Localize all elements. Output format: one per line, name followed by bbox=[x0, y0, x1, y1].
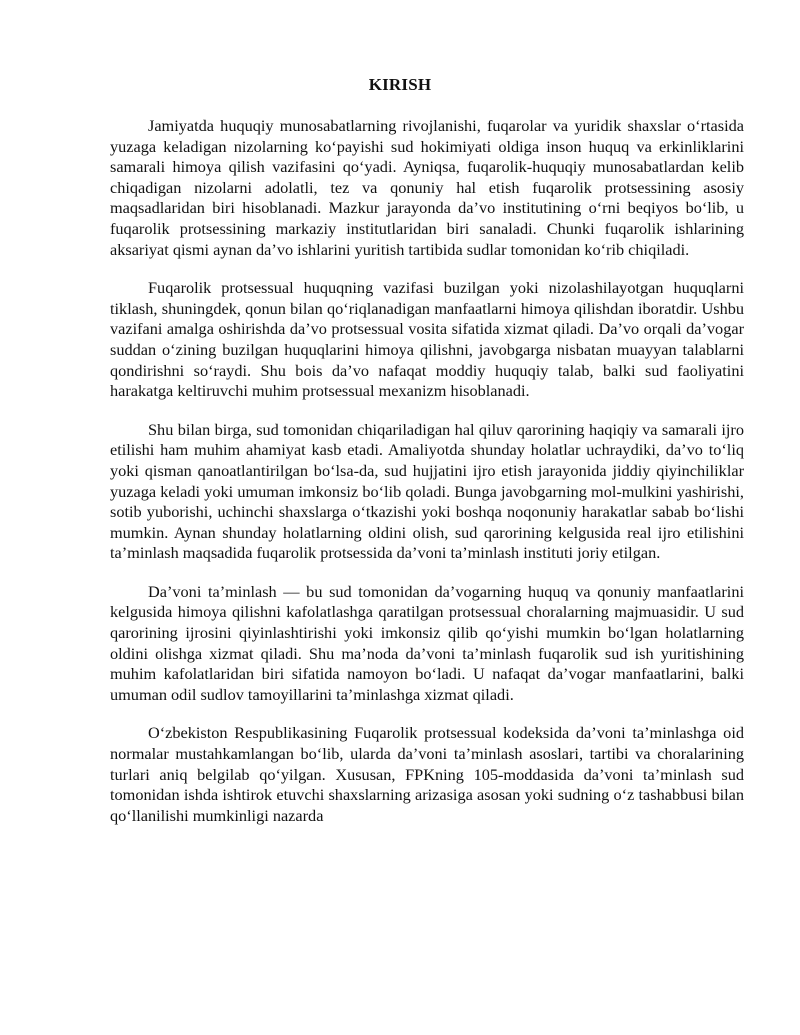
paragraph-4: Da’voni ta’minlash — bu sud tomonidan da’vogarning huquq va qonuniy manfaatlarini kelgusida himoya qilishni kafolatlashga qaratilgan protsessual choralarning majmuasidir. U sud qarorining ijrosini qiyinlashtirishi yoki imkonsiz qilib qo‘yishi mumkin bo‘lgan holatlarning oldini olishga xizmat qiladi. Shu ma’noda da’voni ta’minlash fuqarolik sud ish yuritishining muhim kafolatlaridan biri sifatida namoyon bo‘ladi. U nafaqat da’vogar manfaatlarini, balki umuman odil sudlov tamoyillarini ta’minlashga xizmat qiladi. bbox=[110, 581, 744, 704]
paragraph-1: Jamiyatda huquqiy munosabatlarning rivojlanishi, fuqarolar va yuridik shaxslar o‘rtasida yuzaga keladigan nizolarning ko‘payishi sud hokimiyati oldiga inson huquq va erkinliklarini samarali himoya qilish vazifasini qo‘yadi. Ayniqsa, fuqarolik-huquqiy munosabatlardan kelib chiqadigan nizolarni adolatli, tez va qonuniy hal etish fuqarolik protsessining asosiy maqsadlaridan biri hisoblanadi. Mazkur jarayonda da’vo institutining o‘rni beqiyos bo‘lib, u fuqarolik protsessining markaziy institutlaridan biri sanaladi. Chunki fuqarolik ishlarining aksariyat qismi aynan da’vo ishlarini yuritish tartibida sudlar tomonidan ko‘rib chiqiladi. bbox=[110, 116, 744, 259]
paragraph-5: O‘zbekiston Respublikasining Fuqarolik protsessual kodeksida da’voni ta’minlashga oid normalar mustahkamlangan bo‘lib, ularda da’voni ta’minlash asoslari, tartibi va choralarining turlari aniq belgilab qo‘yilgan. Xususan, FPKning 105-moddasida da’voni ta’minlash sud tomonidan ishda ishtirok etuvchi shaxslarning arizasiga asosan yoki sudning o‘z tashabbusi bilan qo‘llanilishi mumkinligi nazarda bbox=[110, 723, 744, 825]
paragraph-3: Shu bilan birga, sud tomonidan chiqariladigan hal qiluv qarorining haqiqiy va samarali ijro etilishi ham muhim ahamiyat kasb etadi. Amaliyotda shunday holatlar uchraydiki, da’vo to‘liq yoki qisman qanoatlantirilgan bo‘lsa-da, sud hujjatini ijro etish jarayonida jiddiy qiyinchiliklar yuzaga keladi yoki umuman imkonsiz bo‘lib qoladi. Bunga javobgarning mol-mulkini yashirishi, sotib yuborishi, uchinchi shaxslarga o‘tkazishi yoki boshqa noqonuniy harakatlar sabab bo‘lishi mumkin. Aynan shunday holatlarning oldini olish, sud qarorining kelgusida real ijro etilishini ta’minlash maqsadida fuqarolik protsessida da’voni ta’minlash instituti joriy etilgan. bbox=[110, 419, 744, 563]
body-text bbox=[110, 116, 744, 844]
section-heading: KIRISH bbox=[368, 75, 432, 94]
paragraph-2: Fuqarolik protsessual huquqning vazifasi buzilgan yoki nizolashilayotgan huquqlarni tiklash, shuningdek, qonun bilan qo‘riqlanadigan manfaatlarni himoya qilishdan iboratdir. Ushbu vazifani amalga oshirishda da’vo protsessual vosita sifatida xizmat qiladi. Da’vo orqali da’vogar suddan o‘zining buzilgan huquqlarini himoya qilishni, javobgarga nisbatan muayyan talablarni qondirishni so‘raydi. Shu bois da’vo nafaqat moddiy huquqiy talab, balki sud faoliyatini harakatga keltiruvchi muhim protsessual mexanizm hisoblanadi. bbox=[110, 278, 744, 401]
